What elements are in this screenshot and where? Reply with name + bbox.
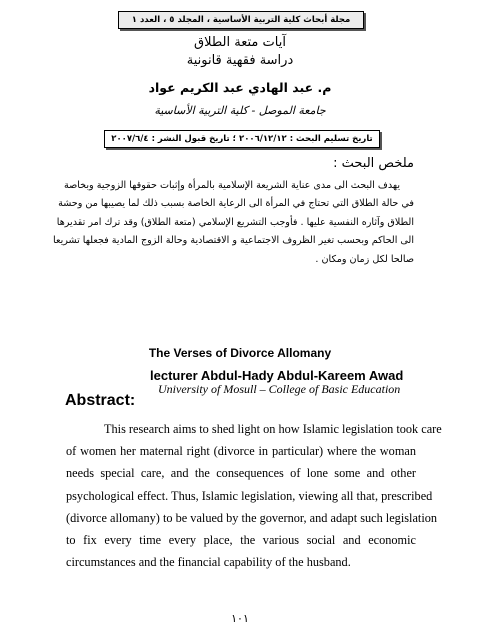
arabic-abstract-line: يهدف البحث الى مدى عناية الشريعة الإسلامية بالمرأة وإثبات حقوقها الزوجية وبخاصة [63,180,400,191]
page-number: ١٠١ [231,612,249,625]
english-author: lecturer Abdul-Hady Abdul-Kareem Awad [150,368,404,383]
english-abstract-line: This research aims to shed light on how Islamic legislation took care [104,422,442,436]
english-abstract-line: (divorce allomany) to be valued by the governor, and adapt such legislation [66,510,438,525]
english-abstract-line: psychological effect. Thus, Islamic legislation, viewing all that, prescribed [66,488,433,503]
english-abstract-body [66,418,442,573]
english-abstract-heading: Abstract: [65,392,136,409]
journal-header-bar [118,11,364,29]
arabic-abstract-line: في حالة الطلاق التي تحتاج في المرأة الى الرعاية الخاصة بسبب ذلك لما يصيبها من وحشة [58,198,414,210]
english-title: The Verses of Divorce Allomany [148,346,332,360]
arabic-author: م. عبد الهادي عبد الكريم عواد [148,80,332,95]
journal-header-text: مجلة أبحاث كلية التربية الأساسية ، المجلد ٥ ، العدد ١ [131,15,351,25]
arabic-abstract-body [53,177,414,269]
submission-dates-text: تاريخ تسليم البحث : ٢٠٠٦/١٢/١٢ ؛ تاريخ قبول النشر : ٢٠٠٧/٦/٤ [111,134,373,144]
english-affiliation: University of Mosull – College of Basic Education [158,382,401,396]
arabic-title-line-2: دراسة فقهية قانونية [186,53,294,68]
arabic-title-line-1: آيات متعة الطلاق [194,35,286,50]
arabic-abstract-line: الى الحاكم وبحسب تغير الظروف الاجتماعية و الاقتصادية وحالة الزوج المادية فجعلها تشريعا [53,235,414,247]
english-abstract-line: of women her maternal right (divorce in particular) where the woman [66,444,416,459]
submission-dates-box [104,130,380,148]
arabic-abstract-line: الطلاق وآثاره النفسية عليها . فأوجب التشريع الإسلامي (متعة الطلاق) وقد ترك امر تقديرها [56,216,414,228]
arabic-affiliation: جامعة الموصل - كلية التربية الأساسية [154,104,326,117]
arabic-abstract-heading: ملخص البحث : [333,156,414,171]
english-abstract-line: circumstances and the financial capability of the husband. [66,555,351,570]
english-abstract-line: needs special care, and the consequences of lone some and other [66,466,416,481]
arabic-abstract-line: صالحا لكل زمان ومكان . [315,253,414,265]
english-abstract-line: to fix every time every place, the various social and economic [66,533,416,548]
